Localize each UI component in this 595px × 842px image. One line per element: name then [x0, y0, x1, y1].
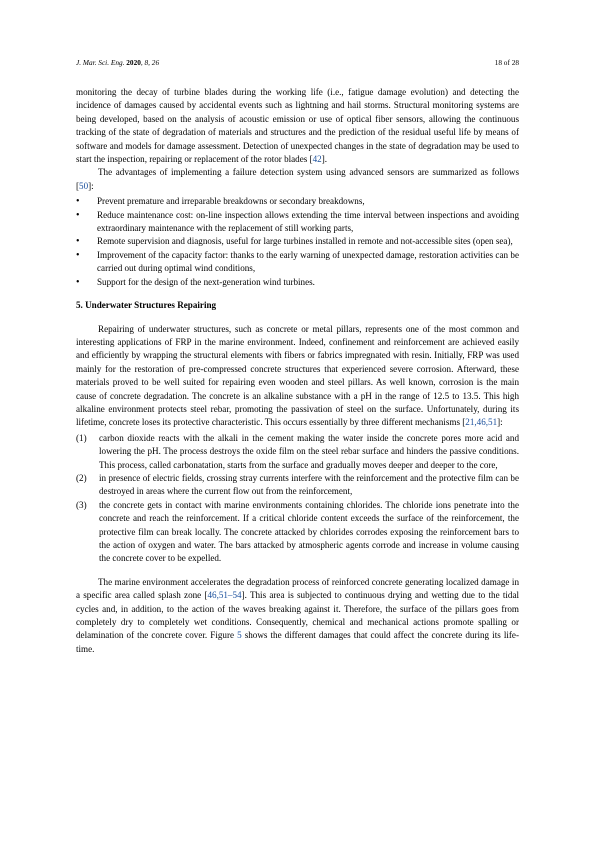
- main-text: [76, 86, 519, 656]
- citation-link[interactable]: 42: [312, 154, 322, 165]
- list-text: the concrete gets in contact with marine environments containing chlorides. The chloride ions penetrate into the concrete and reach the reinforcement. If a critical chloride content exceeds the surface of the reinforcement, the protective film can break locally. The concrete attacked by chlorides corrodes exposing the reinforcement bars to the action of oxygen and water. The bars attacked by atmospheric agents corrode and increase in volume causing the concrete cover to be expelled.: [99, 499, 519, 564]
- running-header: [76, 57, 519, 69]
- paragraph-end: ]:: [497, 417, 503, 428]
- paragraph-end: shows the different damages that could affect the concrete during its life-time.: [76, 630, 519, 654]
- list-text: carbon dioxide reacts with the alkali in the cement making the water inside the concrete pores more acid and lowering the pH. The process destroys the oxide film on the steel rebar surface and hinders the passive conditions. This process, called carbonatation, starts from the surface and gradually moves deeper and deeper to the core,: [99, 432, 519, 470]
- journal-name: J. Mar. Sci. Eng.: [76, 58, 125, 67]
- citation-link[interactable]: 21,46,51: [465, 417, 498, 428]
- paragraph-monitoring: [76, 86, 519, 166]
- advantages-list: [76, 195, 519, 289]
- citation-link[interactable]: 46,51–54: [207, 590, 242, 601]
- mechanisms-list: [76, 432, 519, 566]
- list-number: (3): [76, 499, 87, 510]
- list-item: [76, 472, 519, 499]
- page-number: 18 of 28: [494, 58, 519, 67]
- paragraph-text: ]. This area is subjected to continuous drying and wetting due to the tidal cycles and, in addition, to the action of the waves breaking against it. Therefore, the surface of the pillars goes from completely dry to completely wet conditions. Consequently, chemical and mechanical actions promote spalling or delamination of the concrete cover.: [76, 590, 520, 641]
- citation-link[interactable]: 50: [79, 180, 89, 191]
- list-number: (1): [76, 432, 87, 443]
- list-number: (2): [76, 472, 87, 483]
- journal-year: 2020: [126, 58, 141, 67]
- section-heading: 5. Underwater Structures Repairing: [76, 300, 217, 311]
- list-item: • Prevent premature and irreparable breakdowns or secondary breakdowns,: [76, 195, 519, 208]
- figure-ref-label: Figure: [210, 630, 238, 641]
- list-item: [76, 499, 519, 566]
- list-text: in presence of electric fields, crossing stray currents interfere with the reinforcement and the protective film can be destroyed in areas where the current flow out from the reinforcement,: [99, 472, 519, 497]
- list-item: • Remote supervision and diagnosis, useful for large turbines installed in remote and not-accessible sites (open sea),: [76, 235, 519, 248]
- paragraph-underwater: [76, 323, 519, 430]
- paragraph-advantages: [76, 166, 519, 193]
- paragraph-marine: [76, 576, 519, 656]
- paragraph-text: Repairing of underwater structures, such as concrete or metal pillars, represents one of the most common and interesting applications of FRP in the marine environment. Indeed, confinement and reinforcement are achieved easily and efficiently by wrapping the structural elements with fibers or fabrics impregnated with resin. Initially, FRP was used mainly for the restoration of pre-compressed concrete structures that experienced severe corrosion. Afterward, these materials proved to be well suited for repairing even wooden and steel pillars. As well known, corrosion is the main cause of concrete degradation. The concrete is an alkaline substance with a pH in the range of 12.5 to 13.5. This high alkaline environment protects steel rebar, promoting the passivation of steel on the surface. Unfortunately, during its lifetime, concrete loses its protective characteristic. This occurs essentially by three different mechanisms [: [76, 323, 519, 428]
- list-item: [76, 432, 519, 472]
- paragraph-text: monitoring the decay of turbine blades during the working life (i.e., fatigue damage evolution) and detecting the incidence of damages caused by accidental events such as lightning and hail storms. Structural monitoring systems are being developed, based on the analysis of acoustic emission or use of optical fiber sensors, allowing the continuous tracking of the state of degradation of materials and structures and the prediction of the residual useful life by means of software and models for damage assessment. Detection of unexpected changes in the state of degradation may be used to start the inspection, repairing or replacement of the rotor blades [: [76, 87, 519, 165]
- paragraph-end: ].: [321, 154, 328, 165]
- list-item: • Reduce maintenance cost: on-line inspection allows extending the time interval between inspections and avoiding extraordinary maintenance with the replacement of still working parts,: [76, 209, 519, 236]
- list-item: • Improvement of the capacity factor: thanks to the early warning of unexpected damage, restoration activities can be carried out during optimal wind conditions,: [76, 249, 519, 276]
- journal-volume-pages: , 8, 26: [140, 58, 160, 67]
- journal-citation: [76, 57, 159, 69]
- figure-ref-link[interactable]: 5: [237, 630, 242, 641]
- paragraph-end: ]:: [88, 180, 94, 191]
- paragraph-text: The marine environment accelerates the degradation process of reinforced concrete generating localized damage in a specific area called splash zone [: [76, 576, 519, 601]
- paragraph-text: The advantages of implementing a failure detection system using advanced sensors are summarized as follows [: [76, 167, 519, 191]
- list-item: • Support for the design of the next-generation wind turbines.: [76, 276, 519, 289]
